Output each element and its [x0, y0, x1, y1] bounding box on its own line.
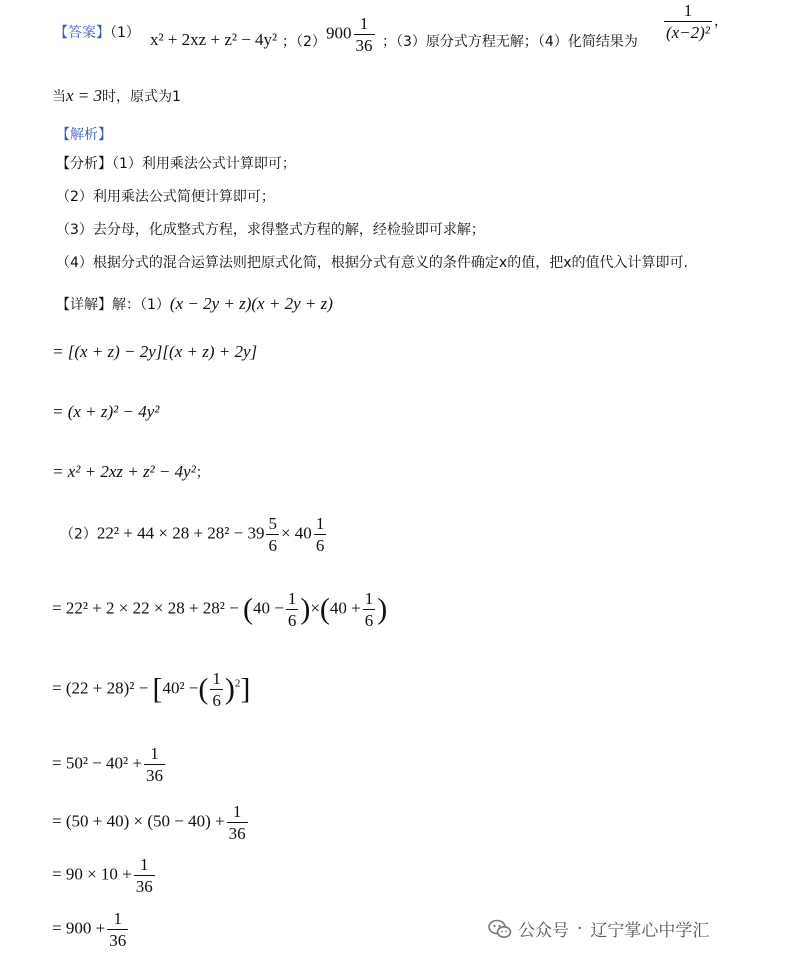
detail-t1-fraction-a	[286, 590, 299, 629]
analysis-item4: （4）根据分式的混合运算法则把原式化简，根据分式有意义的条件确定x的值，把x的值代入计算即可.	[56, 255, 688, 271]
detail-step3-line	[52, 462, 210, 482]
detail-q2-fraction-b	[314, 515, 327, 554]
fraction-numerator: 1	[134, 856, 155, 876]
detail-q1-line	[56, 294, 333, 314]
fraction-denominator: 36	[228, 824, 246, 843]
detail-t2-pre: = (22 + 28)² −	[52, 678, 149, 698]
detail-step3-end: ；	[195, 465, 210, 481]
fraction-numerator: 1	[354, 15, 375, 35]
answer-line2	[52, 86, 181, 106]
detail-t1-pre: = 22² + 2 × 22 × 28 + 28² −	[52, 598, 239, 618]
analysis-tag: 【解析】	[56, 127, 112, 143]
fraction-numerator: 1	[107, 910, 128, 930]
fraction-numerator: 1	[287, 589, 297, 608]
watermark-label: 公众号	[518, 921, 569, 941]
wechat-icon	[488, 918, 512, 940]
analysis-item1-line	[56, 153, 296, 173]
detail-q2-label: （2）	[60, 526, 97, 543]
detail-q2-fraction-a	[266, 515, 279, 554]
detail-intro: 解：（1）	[112, 297, 170, 313]
answer-p3-text: ；（3）原分式方程无解；（4）化简结果为	[382, 34, 638, 50]
left-paren: (	[242, 592, 253, 626]
detail-t6-pre: = 900 +	[52, 918, 106, 938]
fraction-denominator: 36	[145, 766, 163, 785]
answer-p4-end: ，	[713, 13, 728, 30]
right-paren: )	[224, 672, 235, 706]
answer-p2-fraction	[354, 15, 375, 54]
analysis-item1: （1）利用乘法公式计算即可；	[112, 156, 296, 172]
detail-q2-line	[60, 515, 328, 554]
answer-p1-result: x² + 2xz + z² − 4y²	[150, 30, 278, 49]
fraction-numerator: 1	[212, 669, 221, 688]
detail-t3-fraction	[144, 745, 165, 784]
detail-step2: = (x + z)² − 4y²	[52, 402, 160, 421]
fraction-numerator: 1	[227, 803, 248, 823]
detail-t5-pre: = 90 × 10 +	[52, 864, 132, 884]
watermark-separator: ·	[577, 918, 583, 939]
fraction-denominator: 36	[355, 36, 373, 55]
answer-p2-int: 900	[326, 23, 352, 43]
answer-line2-math: x = 3	[66, 86, 103, 105]
detail-t1-times: ×	[310, 598, 320, 618]
left-bracket: [	[152, 672, 163, 706]
answer-p4-value	[662, 2, 728, 41]
answer-tag: 【答案】	[54, 25, 110, 41]
detail-t3-line	[52, 745, 167, 784]
detail-t1-line	[52, 590, 387, 629]
detail-step1: = [(x + z) − 2y][(x + z) + 2y]	[52, 342, 258, 361]
detail-q2-mid: × 40	[280, 523, 312, 543]
detail-t6-fraction	[107, 910, 128, 949]
answer-p2-label: ；（2）	[282, 34, 326, 50]
detail-t4-fraction	[227, 803, 248, 842]
fraction-denominator: 6	[268, 536, 277, 555]
answer-p2-value	[326, 15, 377, 54]
fraction-denominator: 6	[364, 611, 374, 630]
detail-q2-expr: 22² + 44 × 28 + 28² − 39	[96, 523, 265, 543]
fraction-denominator: 6	[315, 536, 325, 555]
detail-t2-in: 40² −	[162, 678, 199, 698]
answer-line	[54, 22, 140, 42]
detail-t3-pre: = 50² − 40² +	[52, 753, 142, 773]
detail-t2-fraction	[210, 670, 223, 709]
detail-t1-fraction-b	[363, 590, 376, 629]
fraction-denominator: 6	[212, 691, 221, 710]
right-bracket: ]	[240, 672, 251, 706]
answer-line2-prefix: 当	[52, 89, 66, 105]
answer-p1-label: （1）	[110, 25, 140, 41]
detail-t6-line	[52, 910, 130, 949]
detail-t5-line	[52, 856, 157, 895]
watermark-name: 辽宁掌心中学汇	[590, 921, 710, 941]
detail-t4-pre: = (50 + 40) × (50 − 40) +	[52, 811, 225, 831]
answer-line2-suffix: 时，原式为1	[102, 89, 181, 105]
right-paren: )	[377, 592, 388, 626]
analysis-item3: （3）去分母，化成整式方程，求得整式方程的解，经检验即可求解；	[56, 222, 485, 238]
detail-t1-a: 40 −	[252, 598, 284, 618]
right-paren: )	[300, 592, 311, 626]
fraction-numerator: 5	[268, 514, 277, 533]
fraction-denominator: 36	[109, 931, 127, 950]
watermark	[488, 916, 709, 941]
detail-t1-b: 40 +	[329, 598, 361, 618]
fraction-denominator: (x−2)²	[666, 23, 710, 42]
answer-p4-fraction	[664, 2, 712, 41]
left-paren: (	[319, 592, 330, 626]
detail-tag: 【详解】	[56, 297, 112, 313]
analysis-item2: （2）利用乘法公式简便计算即可；	[56, 189, 275, 205]
detail-q1: (x − 2y + z)(x + 2y + z)	[169, 294, 333, 313]
detail-t2-line: = (22 + 28)² − [40² −( $\frac{1}{6}$ )$^2$]	[52, 669, 251, 710]
fraction-numerator: 1	[664, 2, 712, 22]
fraction-numerator: 1	[315, 514, 325, 533]
fraction-denominator: 36	[135, 877, 153, 896]
left-paren: (	[198, 672, 209, 706]
detail-t4-line	[52, 803, 250, 842]
fraction-numerator: 1	[144, 745, 165, 765]
fenxi-tag: 【分析】	[56, 156, 112, 172]
fraction-numerator: 1	[364, 589, 374, 608]
detail-step3: = x² + 2xz + z² − 4y²	[52, 462, 196, 481]
detail-t5-fraction	[134, 856, 155, 895]
fraction-denominator: 6	[287, 611, 297, 630]
